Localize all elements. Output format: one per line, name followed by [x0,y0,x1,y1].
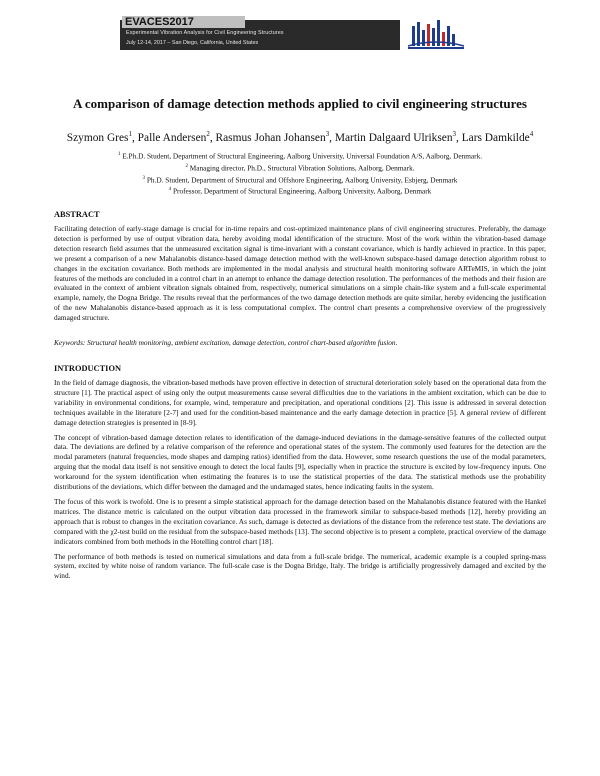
affiliation-line [30,174,570,186]
affiliation-number: 3 [142,175,146,181]
author-name: Martin Dalgaard Ulriksen [334,131,453,144]
affiliation-text: Ph.D. Student, Department of Structural and Offshore Engineering, Aalborg University, Esbjerg, Denmark [145,175,458,185]
affiliation-line [30,150,570,162]
affiliations [30,150,570,197]
paragraph: The concept of vibration-based damage detection relates to identification of the damage-induced deviations in the damage-sensitive features of the collected output data. The deviations are defined by a relative comparison of the reference and operational states of the system. The commonly used features for the detection are the modal parameters (natural frequencies, mode shapes and damping ratios) identified from the data. However, some research questions the use of the modal parameters, arguing that the modal data itself is not sensitive enough to detect the local faults [9], especially when in practice the structure is excited by low-frequency inputs. One workaround for the system identification when estimating the features is to use the statistical properties of the data. The statistical methods use the probability distributions of the deviations, which differ between the damaged and the undamaged states, hence indicating faults in the system. [54,432,546,492]
affiliation-mark: 1 [128,130,132,138]
paragraph: In the field of damage diagnosis, the vibration-based methods have proven effective in detection of structural deterioration solely based on the operational data from the structure [1]. The practical aspect of using only the output measurements cause several difficulties due to the variations in the ambient excitation, which can be due to variability in environmental conditions, for example, wind, temperature and precipitation, and operational conditions [2]. This issue is addressed in several detection techniques available in the literature [2-7] and used for the condition-based maintenance and the early damage detection in practice [5]. A general review of different damage detection strategies is presented in [8-9]. [54,378,546,427]
author-separator: , [456,131,462,144]
conference-logo-icon [406,16,466,54]
affiliation-number: 2 [185,163,188,169]
affiliation-mark: 3 [325,130,330,138]
affiliation-text: Professor, Department of Structural Engineering, Aalborg University, Aalborg, Denmark [171,186,432,196]
author-name: Lars Damkilde [461,131,530,144]
conference-name: EVACES2017 [122,16,245,28]
keywords: Keywords: Structural health monitoring, ambient excitation, damage detection, control chart-based algorithm fusion. [54,338,398,347]
affiliation-mark: 4 [529,130,534,138]
affiliation-mark: 3 [452,130,457,138]
introduction-heading: INTRODUCTION [54,364,122,373]
author-separator: , [131,131,138,144]
author-name: Szymon Gres [66,131,129,144]
conference-date-place: July 12-14, 2017 – San Diego, California, United States [126,40,259,46]
author-name: Rasmus Johan Johansen [215,131,326,144]
author-name: Palle Andersen [137,131,207,144]
introduction-body [54,378,546,581]
affiliation-line [30,162,570,174]
affiliation-number: 4 [168,187,172,193]
conference-banner [112,10,488,58]
abstract-heading: ABSTRACT [54,210,100,219]
author-list [30,127,570,145]
paragraph: The focus of this work is twofold. One is to present a simple statistical approach for the damage detection based on the Mahalanobis distance featured with the Hankel matrices. The distance metric is calculated on the output vibration data processed in the framework similar to subspace-based methods [12], hereby providing an approach that is robust to changes in the excitation covariance. As such, damage is detected as deviations of the distance from the reference test state. The deviations are compared with the χ2-test build on the residual from the subspace-based methods [13]. The second objective is to present a complete, practical overview of the damage indicators combined from both methods in the Hotelling control chart [18]. [54,496,546,546]
paragraph: The performance of both methods is tested on numerical simulations and data from a full-scale bridge. The numerical, academic example is a coupled spring-mass system, excited by white noise of random variance. The full-scale case is the Dogna Bridge, Italy. The bridge is artificially progressively damaged and excited by the wind. [54,551,546,581]
affiliation-text: E.Ph.D. Student, Department of Structural Engineering, Aalborg University, Universal Foundation A/S, Aalborg, Denmark. [120,151,483,161]
affiliation-number: 1 [117,152,121,157]
conference-subtitle: Experimental Vibration Analysis for Civil Engineering Structures [126,30,284,36]
affiliation-text: Managing director, Ph.D., Structural Vibration Solutions, Aalborg, Denmark. [187,163,415,173]
author-separator: , [329,131,335,144]
abstract-text: Facilitating detection of early-stage damage is crucial for in-time repairs and cost-optimized maintenance plans of civil engineering structures. Preferably, the damage detection is performed by use of output vibration data, hereby avoiding modal identification of the structure. Most of the work within the vibration-based damage detection research field assumes that the unmeasured excitation signal is time-invariant with a constant covariance, which is hardly achieved in practice. In this paper, we present a comparison of a new Mahalanobis distance-based damage detection method with the well-known subspace-based damage detection algorithm robust to changes in the excitation covariance. Both methods are implemented in the modal analysis and structural health monitoring software ARTeMIS, in which the joint features of the methods are concluded in a control chart in an attempt to enhance the damage detection resolution. The performances of the methods and their fusion are evaluated in the context of ambient vibration signals obtained from, respectively, numerical simulations on a simple chain-like system and a full-scale experimental example, namely, the Dogna Bridge. The results reveal that the performances of the two damage detection methods are quite similar, hereby evidencing the justification of the new Mahalanobis distance-based approach as it is less computational complex. The control chart presents a comprehensive overview of the progressively damaged structure. [54,224,546,323]
affiliation-mark: 2 [206,130,210,138]
paper-title: A comparison of damage detection methods applied to civil engineering structures [72,96,527,111]
affiliation-line [30,185,570,197]
author-separator: , [209,131,216,144]
